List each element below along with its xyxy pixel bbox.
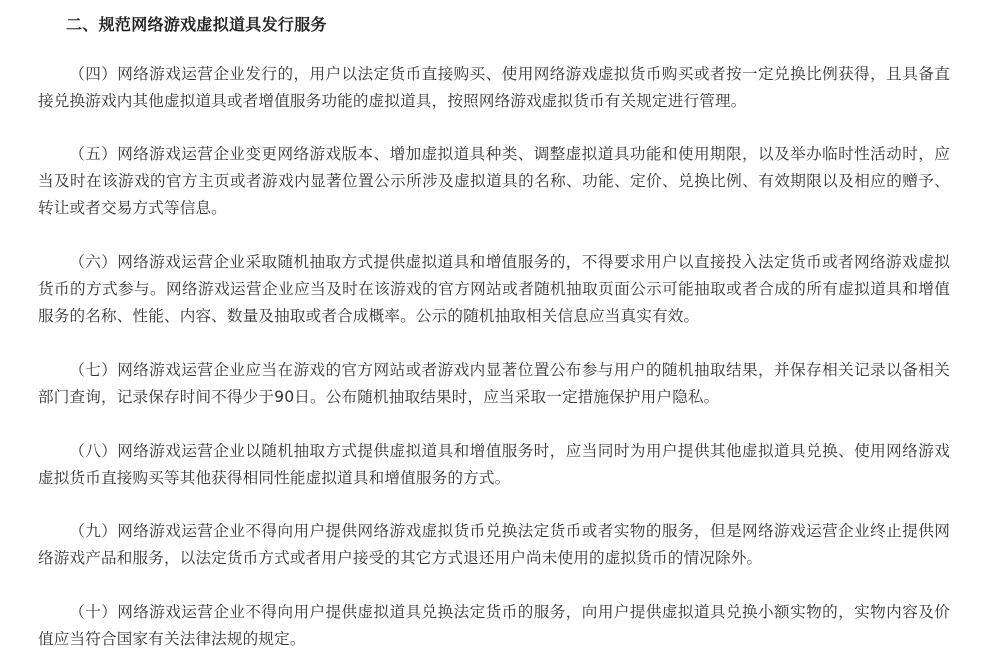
paragraph-7: （七）网络游戏运营企业应当在游戏的官方网站或者游戏内显著位置公布参与用户的随机抽取结果，并保存相关记录以备相关部门查询，记录保存时间不得少于90日。公布随机抽取结果时，应当采取一定措施保护用户隐私。 <box>38 361 950 406</box>
paragraph-6: （六）网络游戏运营企业采取随机抽取方式提供虚拟道具和增值服务的，不得要求用户以直接投入法定货币或者网络游戏虚拟货币的方式参与。网络游戏运营企业应当及时在该游戏的官方网站或者随机抽取页面公示可能抽取或者合成的所有虚拟道具和增值服务的名称、性能、内容、数量及抽取或者合成概率。公示的随机抽取相关信息应当真实有效。 <box>38 253 950 325</box>
section-heading: 二、规范网络游戏虚拟道具发行服务 <box>66 15 327 34</box>
paragraph-4: （四）网络游戏运营企业发行的，用户以法定货币直接购买、使用网络游戏虚拟货币购买或者按一定兑换比例获得，且具备直接兑换游戏内其他虚拟道具或者增值服务功能的虚拟道具，按照网络游戏虚拟货币有关规定进行管理。 <box>38 65 950 110</box>
paragraph-10: （十）网络游戏运营企业不得向用户提供虚拟道具兑换法定货币的服务，向用户提供虚拟道具兑换小额实物的，实物内容及价值应当符合国家有关法律法规的规定。 <box>38 603 950 648</box>
paragraph-5: （五）网络游戏运营企业变更网络游戏版本、增加虚拟道具种类、调整虚拟道具功能和使用期限，以及举办临时性活动时，应当及时在该游戏的官方主页或者游戏内显著位置公示所涉及虚拟道具的名称、功能、定价、兑换比例、有效期限以及相应的赠予、转让或者交易方式等信息。 <box>38 145 950 217</box>
paragraph-9: （九）网络游戏运营企业不得向用户提供网络游戏虚拟货币兑换法定货币或者实物的服务，但是网络游戏运营企业终止提供网络游戏产品和服务，以法定货币方式或者用户接受的其它方式退还用户尚未使用的虚拟货币的情况除外。 <box>38 522 950 567</box>
paragraph-8: （八）网络游戏运营企业以随机抽取方式提供虚拟道具和增值服务时，应当同时为用户提供其他虚拟道具兑换、使用网络游戏虚拟货币直接购买等其他获得相同性能虚拟道具和增值服务的方式。 <box>38 442 950 487</box>
